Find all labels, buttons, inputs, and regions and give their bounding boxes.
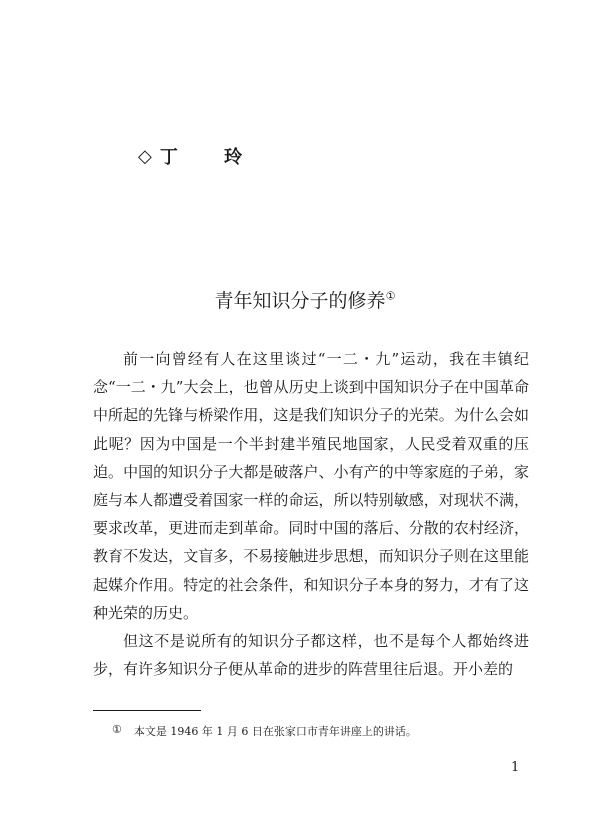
title-text: 青年知识分子的修养: [214, 290, 386, 312]
footnote-text: 本文是 1946 年 1 月 6 日在张家口市青年讲座上的讲话。: [133, 725, 417, 738]
diamond-icon: ◇: [138, 145, 152, 167]
paragraph: 但这不是说所有的知识分子都这样，也不是每个人都始终进步，有许多知识分子便从革命的进步的阵营里往后退。开小差的: [93, 632, 529, 679]
title-footnote-marker[interactable]: ①: [385, 289, 396, 303]
footnote-divider: [93, 710, 201, 711]
footnote: [112, 723, 417, 739]
page-number: 1: [511, 760, 520, 775]
author-name: 丁 玲: [159, 147, 263, 168]
author-line: [138, 143, 262, 169]
paragraph: 前一向曾经有人在这里谈过“一二・九”运动，我在丰镇纪念“一二・九”大会上，也曾从历史上谈到中国知识分子在中国革命中所起的先锋与桥梁作用，这是我们知识分子的光荣。为什么会如此呢？因为中国是一个半封建半殖民地国家，人民受着双重的压迫。中国的知识分子大都是破落户、小有产的中等家庭的子弟，家庭与本人都遭受着国家一样的命运，所以特别敏感，对现状不满，要求改革，更进而走到革命。同时中国的落后、分散的农村经济，教育不发达，文盲多，不易接触进步思想，而知识分子则在这里能起媒介作用。特定的社会条件，和知识分子本身的努力，才有了这种光荣的历史。: [93, 350, 529, 622]
footnote-marker: ①: [112, 723, 122, 736]
article-title: [0, 286, 610, 313]
article-body: [93, 345, 529, 683]
